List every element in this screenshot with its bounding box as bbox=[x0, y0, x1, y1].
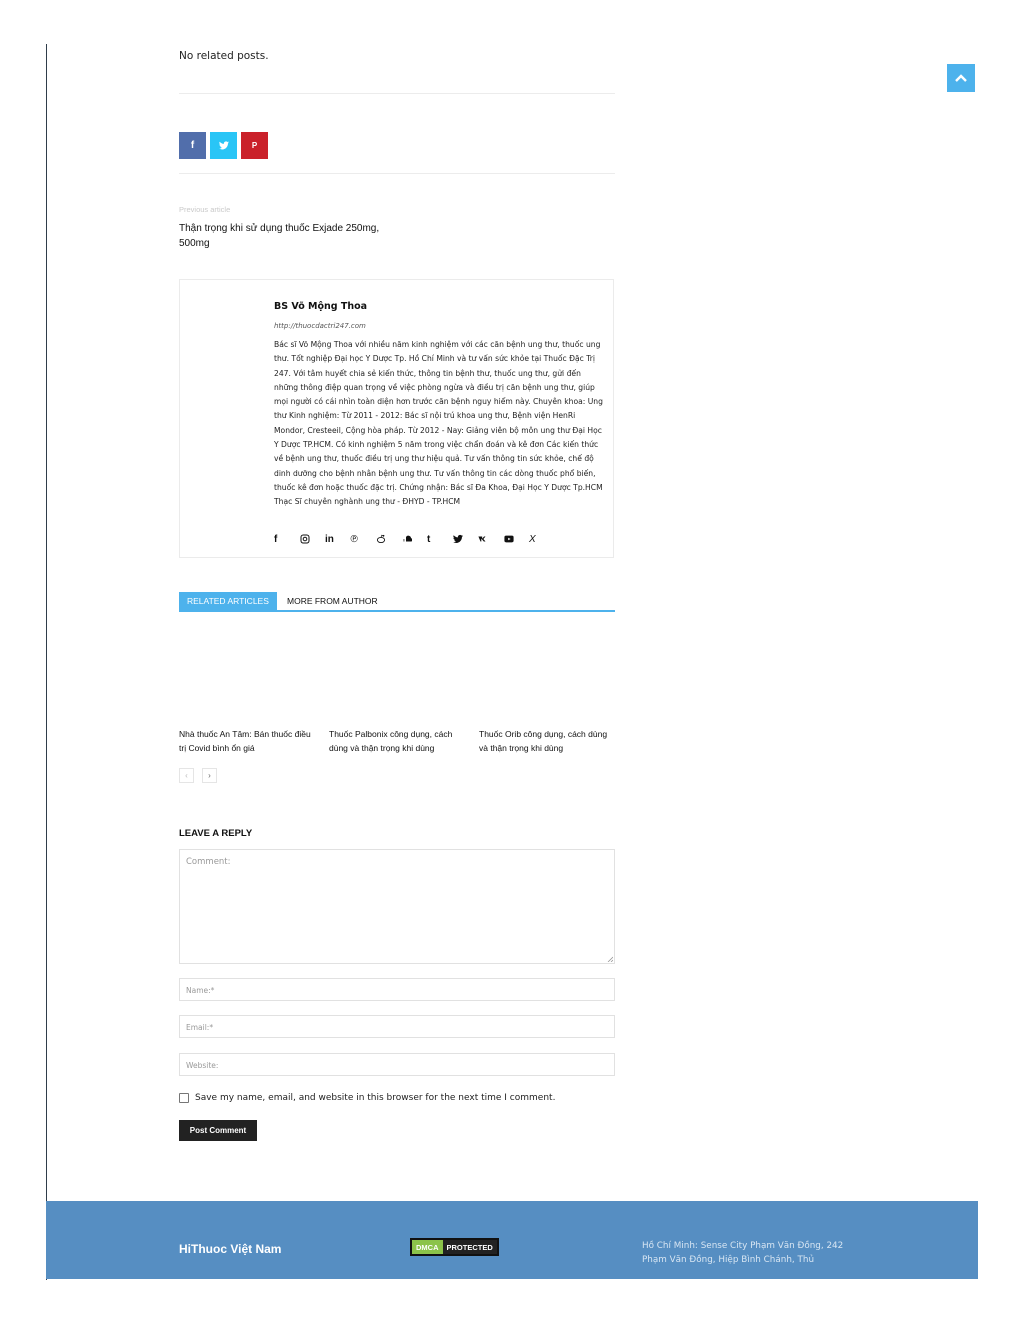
reddit-icon[interactable] bbox=[376, 532, 402, 546]
author-name[interactable]: BS Võ Mộng Thoa bbox=[274, 301, 368, 312]
footer-site-title[interactable]: HiThuoc Việt Nam bbox=[179, 1242, 282, 1256]
scroll-to-top-button[interactable] bbox=[947, 64, 975, 92]
facebook-icon[interactable]: f bbox=[274, 533, 278, 545]
soundcloud-icon[interactable] bbox=[402, 532, 428, 546]
related-article-title[interactable]: Thuốc Palbonix công dụng, cách dùng và thận trọng khi dùng bbox=[329, 729, 453, 753]
twitter-icon bbox=[219, 141, 229, 150]
email-field[interactable] bbox=[179, 1015, 615, 1038]
website-placeholder: Website: bbox=[186, 1061, 219, 1070]
left-border-line bbox=[46, 44, 47, 1280]
twitter-share-button[interactable] bbox=[210, 132, 237, 159]
dmca-badge[interactable] bbox=[410, 1238, 499, 1256]
instagram-icon[interactable] bbox=[300, 532, 326, 546]
footer bbox=[46, 1201, 978, 1279]
author-box bbox=[179, 279, 614, 558]
xing-icon[interactable]: X bbox=[529, 533, 536, 545]
tab-more-from-author[interactable]: MORE FROM AUTHOR bbox=[287, 596, 378, 606]
twitter-icon[interactable] bbox=[453, 532, 479, 546]
comment-textarea[interactable] bbox=[179, 849, 615, 964]
previous-article-label: Previous article bbox=[179, 205, 231, 214]
pinterest-share-button[interactable] bbox=[241, 132, 268, 159]
pinterest-icon[interactable]: ℗ bbox=[350, 533, 358, 545]
chevron-up-icon bbox=[954, 71, 968, 85]
facebook-share-button[interactable] bbox=[179, 132, 206, 159]
related-tabs bbox=[179, 592, 615, 612]
author-social-links bbox=[274, 532, 555, 546]
share-buttons bbox=[179, 132, 268, 159]
resize-handle-icon[interactable] bbox=[607, 956, 613, 962]
author-description: Bác sĩ Võ Mộng Thoa với nhiều năm kinh nghiệm với các căn bệnh ung thư, thuốc ung thư. Tốt nghiệp Đại học Y Dược Tp. Hồ Chí Minh và tư vấn sức khỏe tại Thuốc Đặc Trị 247. Với tâm huyết chia sẻ kiến thức, thông tin bệnh thư, thuốc ung thư, gửi đến những thông điệp quan trọng về việc phòng ngừa và điều trị căn bệnh ung thư, giúp mọi người có cái nhìn toàn diện hơn trước căn bệnh nguy hiểm này. Chuyên khoa: Ung thư Kinh nghiệm: Từ 2011 - 2012: Bác sĩ nội trú khoa ung thư, Bệnh viện HenRi Mondor, Cresteeil, Cộng hòa pháp. Từ 2012 - Nay: Giảng viên bộ môn ung thư Đại Học Y Dược TP.HCM. Có kinh nghiệm 5 năm trong việc chẩn đoán và kê đơn Các kiến thức về bệnh ung thư, thuốc điều trị ung thư hiệu quả. Tư vấn thông tin sức khỏe, chế độ dinh dưỡng cho bệnh nhân bệnh ung thư. Tư vấn thông tin các dòng thuốc phổ biến, thuốc kê đơn hoặc thuốc đặc trị. Chứng nhận: Bác sĩ Đa Khoa, Đại Học Y Dược Tp.HCM Thạc Sĩ chuyên nghành ung thư - ĐHYD - TP.HCM bbox=[274, 340, 603, 507]
linkedin-icon[interactable]: in bbox=[325, 533, 334, 545]
related-article-title[interactable]: Nhà thuốc An Tâm: Bán thuốc điều trị Covid bình ổn giá bbox=[179, 729, 311, 753]
previous-article-link[interactable]: Thận trọng khi sử dụng thuốc Exjade 250mg, 500mg bbox=[179, 223, 380, 249]
dmca-badge-left: DMCA bbox=[412, 1240, 443, 1254]
save-info-row bbox=[179, 1093, 555, 1103]
save-info-checkbox[interactable] bbox=[179, 1093, 189, 1103]
comment-placeholder: Comment: bbox=[186, 857, 231, 867]
footer-address: Hồ Chí Minh: Sense City Phạm Văn Đồng, 242 Phạm Văn Đồng, Hiệp Bình Chánh, Thủ bbox=[642, 1241, 844, 1265]
vk-icon[interactable] bbox=[478, 532, 504, 546]
post-comment-button[interactable]: Post Comment bbox=[179, 1120, 257, 1141]
email-placeholder: Email:* bbox=[186, 1023, 214, 1032]
divider bbox=[179, 93, 615, 94]
facebook-icon: f bbox=[190, 140, 195, 151]
pinterest-icon: P bbox=[251, 141, 258, 150]
no-related-posts-text: No related posts. bbox=[179, 50, 269, 62]
tab-related-articles[interactable]: RELATED ARTICLES bbox=[179, 592, 277, 610]
tumblr-icon[interactable]: t bbox=[427, 533, 431, 545]
dmca-badge-right: PROTECTED bbox=[443, 1240, 497, 1254]
name-placeholder: Name:* bbox=[186, 986, 215, 995]
leave-reply-heading: LEAVE A REPLY bbox=[179, 828, 253, 839]
pager-prev-button[interactable]: ‹ bbox=[179, 768, 194, 783]
website-field[interactable] bbox=[179, 1053, 615, 1076]
youtube-icon[interactable] bbox=[504, 532, 530, 546]
pager-next-button[interactable]: › bbox=[202, 768, 217, 783]
save-info-label[interactable]: Save my name, email, and website in this browser for the next time I comment. bbox=[195, 1093, 556, 1103]
divider bbox=[179, 173, 615, 174]
related-article-title[interactable]: Thuốc Orib công dụng, cách dùng và thận trọng khi dùng bbox=[479, 729, 608, 753]
name-field[interactable] bbox=[179, 978, 615, 1001]
author-url[interactable]: http://thuocdactri247.com bbox=[274, 322, 366, 330]
